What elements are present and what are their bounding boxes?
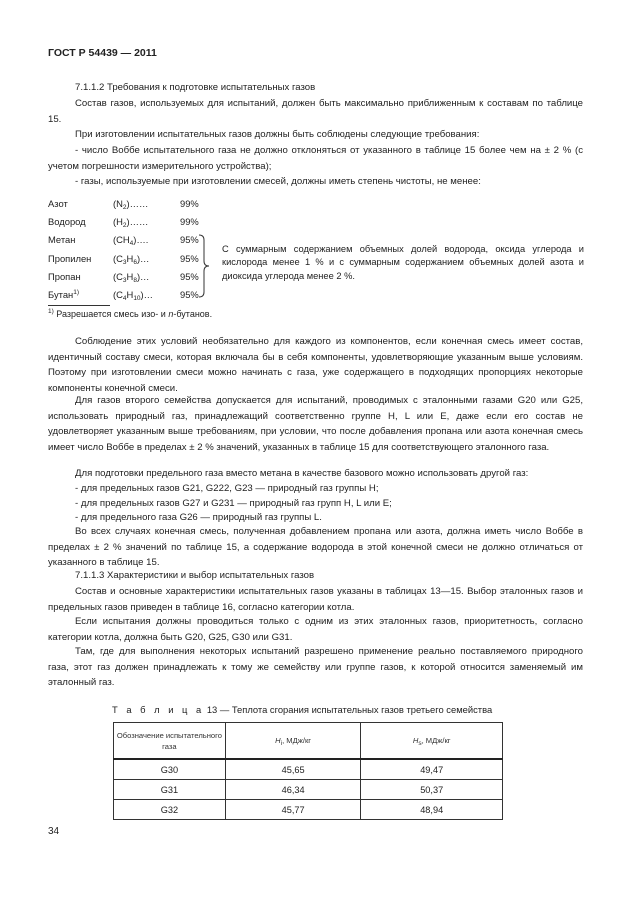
table-row bbox=[114, 780, 503, 800]
gas-purity: 95% bbox=[180, 234, 199, 245]
page-number: 34 bbox=[48, 826, 60, 837]
list-item: - для предельного газа G26 — природный газ группы L. bbox=[75, 512, 322, 523]
gas-purity: 99% bbox=[180, 216, 199, 227]
table-header: $H_s$, МДж/кг bbox=[361, 723, 503, 760]
table-header: Обозначение испытательного газа bbox=[114, 723, 226, 760]
gas-purity: 95% bbox=[180, 289, 199, 300]
gas-formula: $(C_4H_{10})\dots$ bbox=[113, 289, 154, 302]
paragraph: - число Воббе испытательного газа не должно отклоняться от указанного в таблице 15 более чем на ± 2 % (с учетом погрешности измерительного устройства); bbox=[48, 145, 583, 172]
gas-name: Бутан$^{1)}$ bbox=[48, 288, 79, 300]
table-cell: G30 bbox=[114, 759, 226, 780]
table-caption-text: 13 — Теплота сгорания испытательных газов третьего семейства bbox=[204, 704, 493, 715]
section-heading-7-1-1-3: 7.1.1.3 Характеристики и выбор испытательных газов bbox=[75, 570, 315, 581]
gas-name: Пропилен bbox=[48, 253, 92, 264]
paragraph: - газы, используемые при изготовлении смесей, должны иметь степень чистоты, не менее: bbox=[75, 176, 481, 187]
heat-of-combustion-table bbox=[113, 722, 503, 820]
gas-formula: $(N_2)\dots\dots$ bbox=[113, 198, 149, 211]
table-cell: 49,47 bbox=[361, 759, 503, 780]
table-row bbox=[114, 800, 503, 820]
list-item: - для предельных газов G27 и G231 — природный газ групп H, L или E; bbox=[75, 498, 392, 509]
gas-formula: $(H_2)\dots\dots$ bbox=[113, 216, 149, 229]
gas-purity: 99% bbox=[180, 198, 199, 209]
table-cell: G31 bbox=[114, 780, 226, 800]
gas-name: Водород bbox=[48, 216, 86, 227]
paragraph: Соблюдение этих условий необязательно для каждого из компонентов, если конечная смесь имеет состав, идентичный составу смеси, которая включала бы в себя компоненты, удовлетворяющие указанным выше условиям. Поэтому при изготовлении смеси можно начинать с газа, уже содержащего в подходящих пропорциях некоторые компоненты конечной смеси. bbox=[48, 336, 583, 394]
gas-name: Пропан bbox=[48, 271, 81, 282]
gas-formula: $(C_3H_6)\dots$ bbox=[113, 253, 150, 266]
paragraph: Если испытания должны проводиться только с одним из этих эталонных газов, приоритетность, согласно категории котла, должна быть G20, G25, G30 или G31. bbox=[48, 616, 583, 643]
table-cell: 48,94 bbox=[361, 800, 503, 820]
gas-name: Азот bbox=[48, 198, 68, 209]
gas-purity: 95% bbox=[180, 253, 199, 264]
table-cell: 46,34 bbox=[225, 780, 361, 800]
paragraph: Для подготовки предельного газа вместо метана в качестве базового можно использовать другой газ: bbox=[75, 468, 529, 479]
gas-purity-note: С суммарным содержанием объемных долей водорода, оксида углерода и кислорода менее 1 % и с суммарным содержанием объемных долей азота и диоксида углерода менее 2 %. bbox=[222, 244, 584, 281]
table-header: $H_i$, МДж/кг bbox=[225, 723, 361, 760]
table-cell: 50,37 bbox=[361, 780, 503, 800]
paragraph: Состав и основные характеристики испытательных газов указаны в таблицах 13—15. Выбор эталонных газов и предельных газов приведен в таблице 16, согласно категории котла. bbox=[48, 586, 583, 613]
table-row bbox=[114, 759, 503, 780]
table-cell: G32 bbox=[114, 800, 226, 820]
table-cell: 45,77 bbox=[225, 800, 361, 820]
gas-name: Метан bbox=[48, 234, 76, 245]
paragraph: Во всех случаях конечная смесь, полученная добавлением пропана или азота, должна иметь число Воббе в пределах ± 2 % значений по таблице 15, а содержание водорода в этой конечной смеси не должно отличаться от указанного в таблице 15. bbox=[48, 526, 583, 569]
footnote: $^{1)}$ Разрешается смесь изо- и n-бутанов. bbox=[48, 308, 213, 319]
gas-purity: 95% bbox=[180, 271, 199, 282]
paragraph: Для газов второго семейства допускается для испытаний, проводимых с эталонными газами G20 или G25, использовать природный газ, принадлежащий соответственно группе H, L или E, даже если его состав не удовлетворяет указанным выше требованиям, при условии, что после добавления пропана или азота конечная смесь имеет число Воббе в пределах ± 2 % значений, указанных в таблице 15 для соответствующего эталонного газа. bbox=[48, 395, 583, 453]
section-heading-7-1-1-2: 7.1.1.2 Требования к подготовке испытательных газов bbox=[75, 82, 316, 93]
footnote-divider bbox=[48, 305, 110, 306]
gas-formula: $(CH_4)\dots$. bbox=[113, 234, 149, 247]
table-cell: 45,65 bbox=[225, 759, 361, 780]
table-caption bbox=[112, 704, 492, 715]
list-item: - для предельных газов G21, G222, G23 — природный газ группы H; bbox=[75, 483, 379, 494]
paragraph: Там, где для выполнения некоторых испытаний разрешено применение реально поставляемого природного газа, этот газ должен принадлежать к тому же семейству или группе газов, к которой относится заменяемый им эталонный газ. bbox=[48, 646, 583, 689]
document-header: ГОСТ Р 54439 — 2011 bbox=[48, 47, 157, 59]
gas-formula: $(C_3H_8)\dots$ bbox=[113, 271, 150, 284]
paragraph: Состав газов, используемых для испытаний, должен быть максимально приближенным к составам по таблице 15. bbox=[48, 98, 583, 125]
table-caption-prefix: Т а б л и ц а bbox=[112, 704, 205, 715]
paragraph: При изготовлении испытательных газов должны быть соблюдены следующие требования: bbox=[75, 129, 480, 140]
brace-icon bbox=[197, 234, 211, 298]
